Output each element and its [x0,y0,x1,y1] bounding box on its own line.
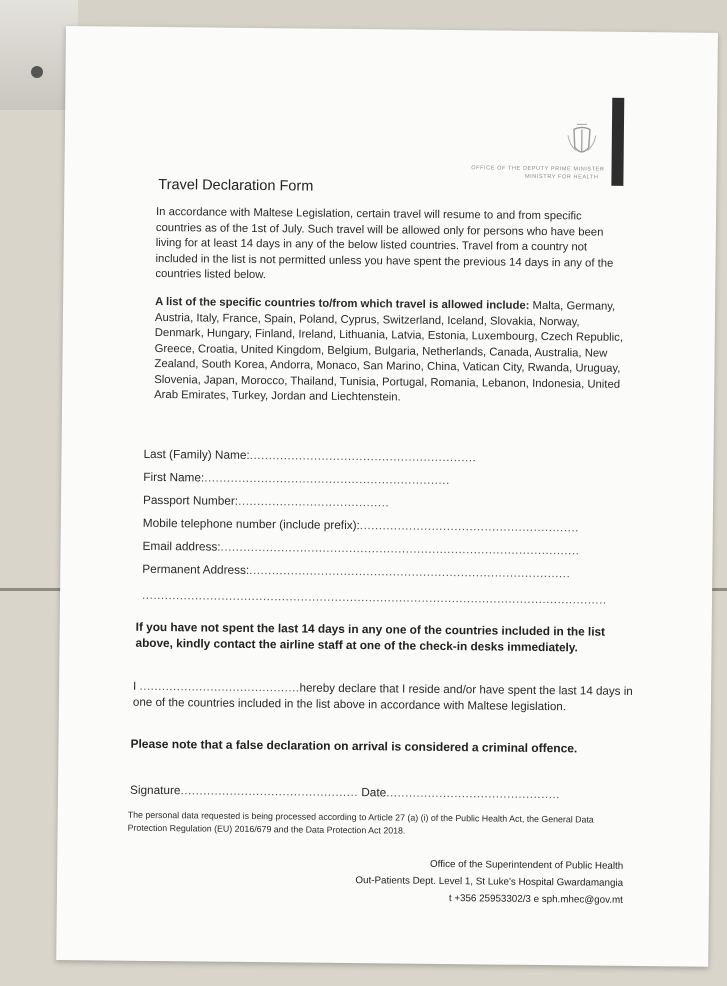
warning-paragraph: If you have not spent the last 14 days in any one of the countries included in the list above, kindly contact the airline staff at one of the check-in desks immediately. [135,619,606,655]
field-dots: ..................................................................................... [249,562,571,581]
cabinet-knob [31,66,43,78]
declaration-paragraph [133,679,633,716]
field-label: Last (Family) Name: [143,446,250,462]
field-dots: ........................................ [238,493,390,510]
data-protection-notice: The personal data requested is being processed according to Article 27 (a) (i) of the Public Health Act, the General Data Protection Regulation (EU) 2016/679 and the Data Protection Act 2018. [127,809,594,836]
office-line-1: OFFICE OF THE DEPUTY PRIME MINISTER [471,165,605,173]
field-dots: ............................................................................................... [220,539,580,558]
government-crest-icon [565,123,599,159]
field-dots: ........................................................................................................................... [141,587,607,607]
first-name-field[interactable] [143,470,633,489]
form-title: Travel Declaration Form [158,176,314,195]
passport-number-field[interactable] [143,493,633,512]
field-label: First Name: [143,469,205,485]
permanent-address-line-2[interactable] [142,588,632,607]
footer-contact: t +356 25953302/3 e sph.mhec@gov.mt [448,893,623,906]
field-dots: .......................................................... [359,518,580,535]
office-heading [434,164,604,182]
field-dots: ............................................................ [249,447,477,465]
signature-date-row [130,783,630,802]
field-label: Email address: [142,538,221,554]
mobile-number-field[interactable] [143,516,633,535]
email-address-field[interactable] [142,539,632,558]
signature-blank[interactable]: ............................................... [180,783,359,800]
field-label: Permanent Address: [142,561,250,577]
letterhead-bar [611,98,624,186]
country-list-paragraph [154,295,627,408]
date-blank[interactable]: .............................................. [386,785,561,802]
footer-office: Office of the Superintendent of Public Health [430,858,624,872]
field-dots: ................................................................. [204,470,450,488]
footer-address [307,855,624,909]
footer-location: Out-Patients Dept. Level 1, St Luke's Hospital Gwardamangia [355,875,624,889]
declaration-name-blank[interactable]: ........................................... [139,679,300,695]
declaration-text: hereby declare that I reside and/or have spent the last 14 days in one of the countries included in the list above in accordance with Maltese legislation. [132,681,633,714]
permanent-address-field[interactable] [142,562,632,581]
country-list: Malta, Germany, Austria, Italy, France, Spain, Poland, Cyprus, Switzerland, Iceland, Slovakia, Norway, Denmark, Hungary, Finland, Ireland, Lithuania, Latvia, Estonia, Luxembourg, Czech Republic, Greece, Croatia, United Kingdom, Belgium, Bulgaria, Netherlands, Canada, Australia, New Zealand, South Korea, Andorra, Monaco, San Marino, China, Vatican City, Rwanda, Uruguay, Slovenia, Japan, Morocco, Thailand, Tunisia, Portugal, Romania, Lebanon, Indonesia, United Arab Emirates, Turkey, Jordan and Liechtenstein. [154,299,624,404]
field-label: Mobile telephone number (include prefix): [142,515,360,533]
criminal-offence-note: Please note that a false declaration on arrival is considered a criminal offence. [130,736,578,756]
declaration-prefix: I [133,679,137,693]
field-label: Passport Number: [142,492,239,508]
signature-label: Signature [129,782,181,798]
intro-paragraph: In accordance with Maltese Legislation, certain travel will resume to and from specific countries as of the 1st of July. Such travel will be allowed only for persons who have been living for at least 14 days in any of the below listed countries. Travel from a country not included in the list is not permitted unless you have spent the previous 14 days in any of the countries listed below. [155,205,614,282]
date-label: Date [361,785,387,800]
country-list-heading: A list of the specific countries to/from which travel is allowed include: [155,295,530,312]
form-paper [56,26,718,967]
last-name-field[interactable] [143,447,633,466]
office-line-2: MINISTRY FOR HEALTH [524,173,599,181]
